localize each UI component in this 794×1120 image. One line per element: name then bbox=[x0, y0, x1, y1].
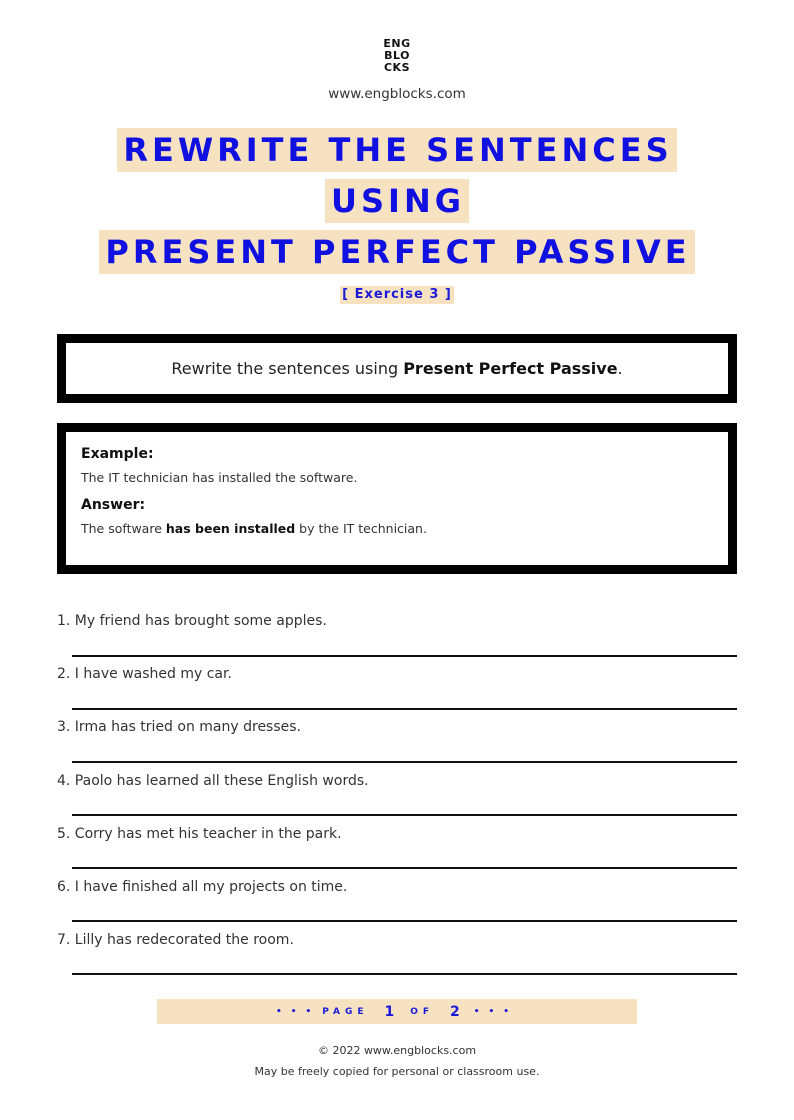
page-of-label: OF bbox=[410, 1006, 435, 1017]
question-item: 5. Corry has met his teacher in the park. bbox=[57, 826, 342, 842]
example-sentence: The IT technician has installed the software. bbox=[81, 470, 358, 485]
title-line-2: USING bbox=[325, 179, 469, 223]
title-line-1: REWRITE THE SENTENCES bbox=[117, 128, 676, 172]
answer-label: Answer: bbox=[81, 497, 146, 513]
answer-bold: has been installed bbox=[165, 521, 296, 536]
answer-line[interactable] bbox=[72, 814, 737, 816]
answer-prefix: The software bbox=[81, 521, 166, 536]
logo-line: CKS bbox=[383, 61, 411, 74]
instruction-bold: Present Perfect Passive bbox=[403, 359, 618, 378]
page-label: PAGE bbox=[322, 1006, 369, 1017]
question-item: 7. Lilly has redecorated the room. bbox=[57, 932, 294, 948]
dots-decoration: ••• bbox=[275, 1006, 321, 1017]
example-box bbox=[57, 423, 737, 574]
exercise-number: [ Exercise 3 ] bbox=[342, 287, 452, 302]
copyright-text: © 2022 www.engblocks.com bbox=[317, 1044, 477, 1057]
page-total: 2 bbox=[450, 1003, 460, 1020]
engblocks-logo bbox=[0, 38, 794, 74]
worksheet-title bbox=[0, 128, 794, 281]
logo-line: BLO bbox=[384, 49, 410, 62]
answer-line[interactable] bbox=[72, 973, 737, 975]
license-text: May be freely copied for personal or classroom use. bbox=[254, 1065, 540, 1078]
answer-line[interactable] bbox=[72, 708, 737, 710]
instruction-prefix: Rewrite the sentences using bbox=[171, 359, 404, 378]
logo-line: ENG bbox=[383, 37, 411, 50]
dots-decoration: ••• bbox=[473, 1006, 519, 1017]
site-url: www.engblocks.com bbox=[328, 86, 466, 102]
page-indicator bbox=[157, 999, 637, 1024]
answer-sentence bbox=[81, 521, 713, 536]
question-item: 1. My friend has brought some apples. bbox=[57, 613, 327, 629]
question-item: 6. I have finished all my projects on time. bbox=[57, 879, 348, 895]
page-current: 1 bbox=[384, 1003, 395, 1020]
answer-suffix: by the IT technician. bbox=[295, 521, 427, 536]
exercise-label bbox=[0, 283, 794, 304]
question-item: 3. Irma has tried on many dresses. bbox=[57, 719, 302, 735]
instruction-text bbox=[171, 359, 622, 378]
question-item: 2. I have washed my car. bbox=[57, 666, 232, 682]
example-label: Example: bbox=[81, 446, 154, 462]
answer-line[interactable] bbox=[72, 920, 737, 922]
title-line-3: PRESENT PERFECT PASSIVE bbox=[99, 230, 694, 274]
answer-line[interactable] bbox=[72, 761, 737, 763]
instruction-suffix: . bbox=[617, 359, 623, 378]
answer-line[interactable] bbox=[72, 867, 737, 869]
question-item: 4. Paolo has learned all these English words. bbox=[57, 773, 369, 789]
answer-line[interactable] bbox=[72, 655, 737, 657]
instruction-box bbox=[57, 334, 737, 403]
